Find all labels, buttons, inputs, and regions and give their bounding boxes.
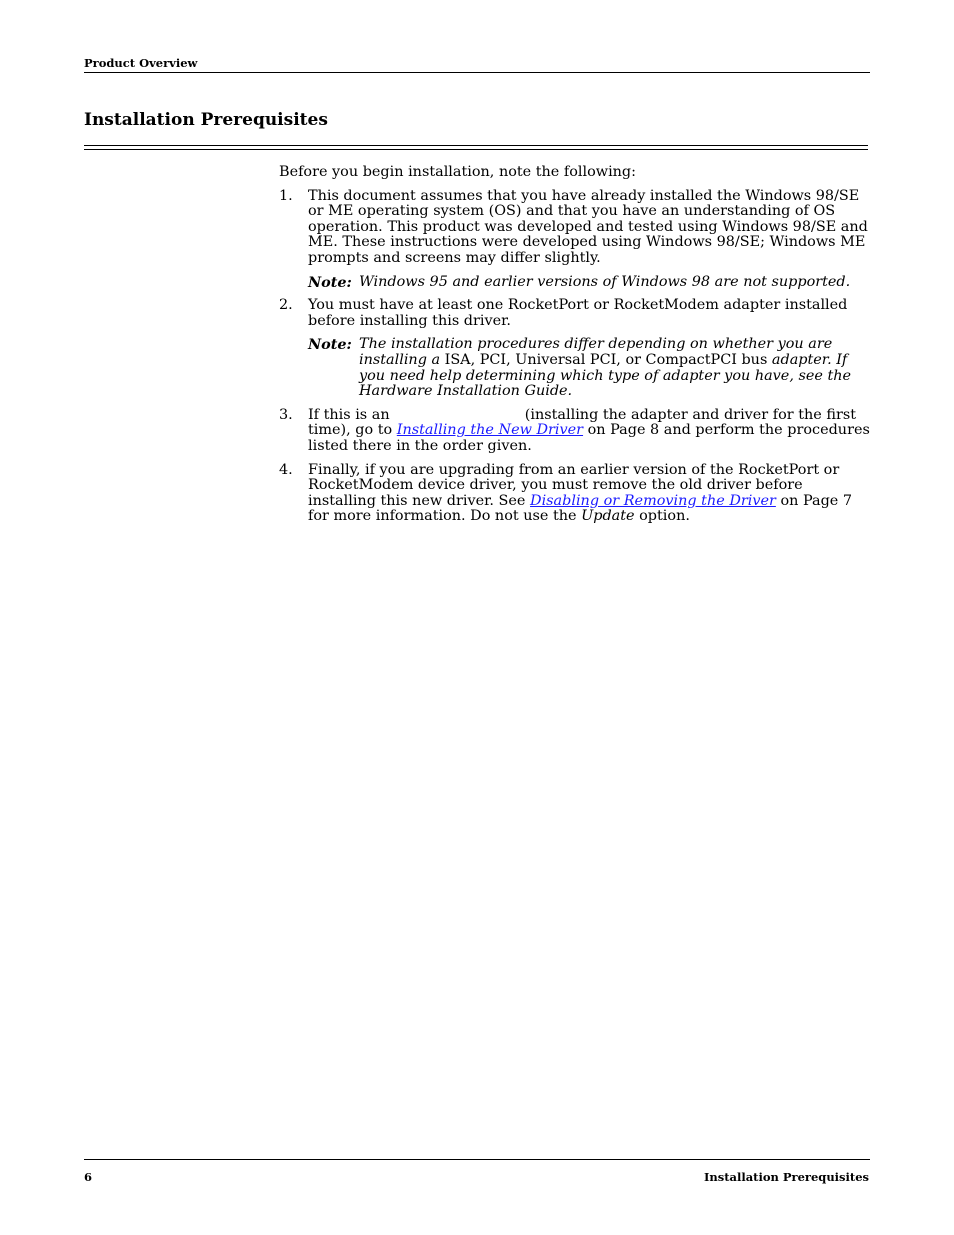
list-number: 3.	[279, 406, 293, 423]
update-emphasis: Update	[581, 508, 635, 525]
list-item-3	[279, 408, 871, 455]
list-text	[308, 408, 871, 455]
note	[308, 337, 871, 399]
list-text-part-a: If this is an	[308, 406, 390, 423]
note-text-part1: The installation procedures differ depending on whether you are installing a	[359, 336, 833, 368]
list-item-4	[279, 463, 871, 525]
section-heading: Installation Prerequisites	[84, 110, 328, 130]
running-header: Product Overview	[84, 56, 198, 70]
section-divider-top	[84, 145, 868, 146]
list-item-1	[279, 189, 871, 291]
list-text-part-b: on Page 7 for more information. Do not use the	[308, 492, 853, 525]
list-text-part-c: option.	[639, 508, 690, 525]
disabling-removing-driver-link[interactable]: Disabling or Removing the Driver	[530, 492, 776, 509]
note-label: Note:	[308, 273, 352, 291]
list-text-part-c: on Page 8 and perform the procedures listed there in the order given.	[308, 422, 870, 454]
list-text: This document assumes that you have already installed the Windows 98/SE or ME operating system (OS) and that you have an understanding of OS operation. This product was developed and tested using Windows 98/SE and ME. These instructions were developed using Windows 98/SE; Windows ME prompts and screens may differ slightly.	[308, 187, 868, 266]
footer-divider	[84, 1159, 870, 1160]
intro-text: Before you begin installation, note the following:	[279, 164, 636, 180]
list-text-part-b: (installing the adapter and driver for the first time), go to	[308, 406, 856, 439]
page-number: 6	[84, 1170, 93, 1184]
installing-new-driver-link[interactable]: Installing the New Driver	[396, 422, 584, 439]
running-footer: Installation Prerequisites	[704, 1170, 869, 1184]
list-number: 1.	[279, 187, 293, 204]
section-divider-bottom	[84, 149, 868, 150]
note-text-part2: ISA, PCI, Universal PCI, or CompactPCI bus	[444, 351, 768, 368]
note	[308, 275, 871, 291]
header-divider	[84, 72, 870, 73]
list-item-2	[279, 298, 871, 400]
list-number: 2.	[279, 297, 293, 314]
list-text	[308, 463, 871, 525]
body-content	[279, 165, 871, 533]
list-number: 4.	[279, 461, 293, 478]
note-label: Note:	[308, 336, 352, 354]
note-text-part3: adapter. If you need help determining which type of adapter you have, see the Hardware Installation Guide.	[359, 351, 852, 400]
note-text: Windows 95 and earlier versions of Windows 98 are not supported.	[359, 273, 851, 290]
list-text-part-a: Finally, if you are upgrading from an earlier version of the RocketPort or RocketModem device driver, you must remove the old driver before installing this new driver. See	[308, 461, 840, 509]
list-text: You must have at least one RocketPort or RocketModem adapter installed before installing this driver.	[308, 297, 848, 329]
